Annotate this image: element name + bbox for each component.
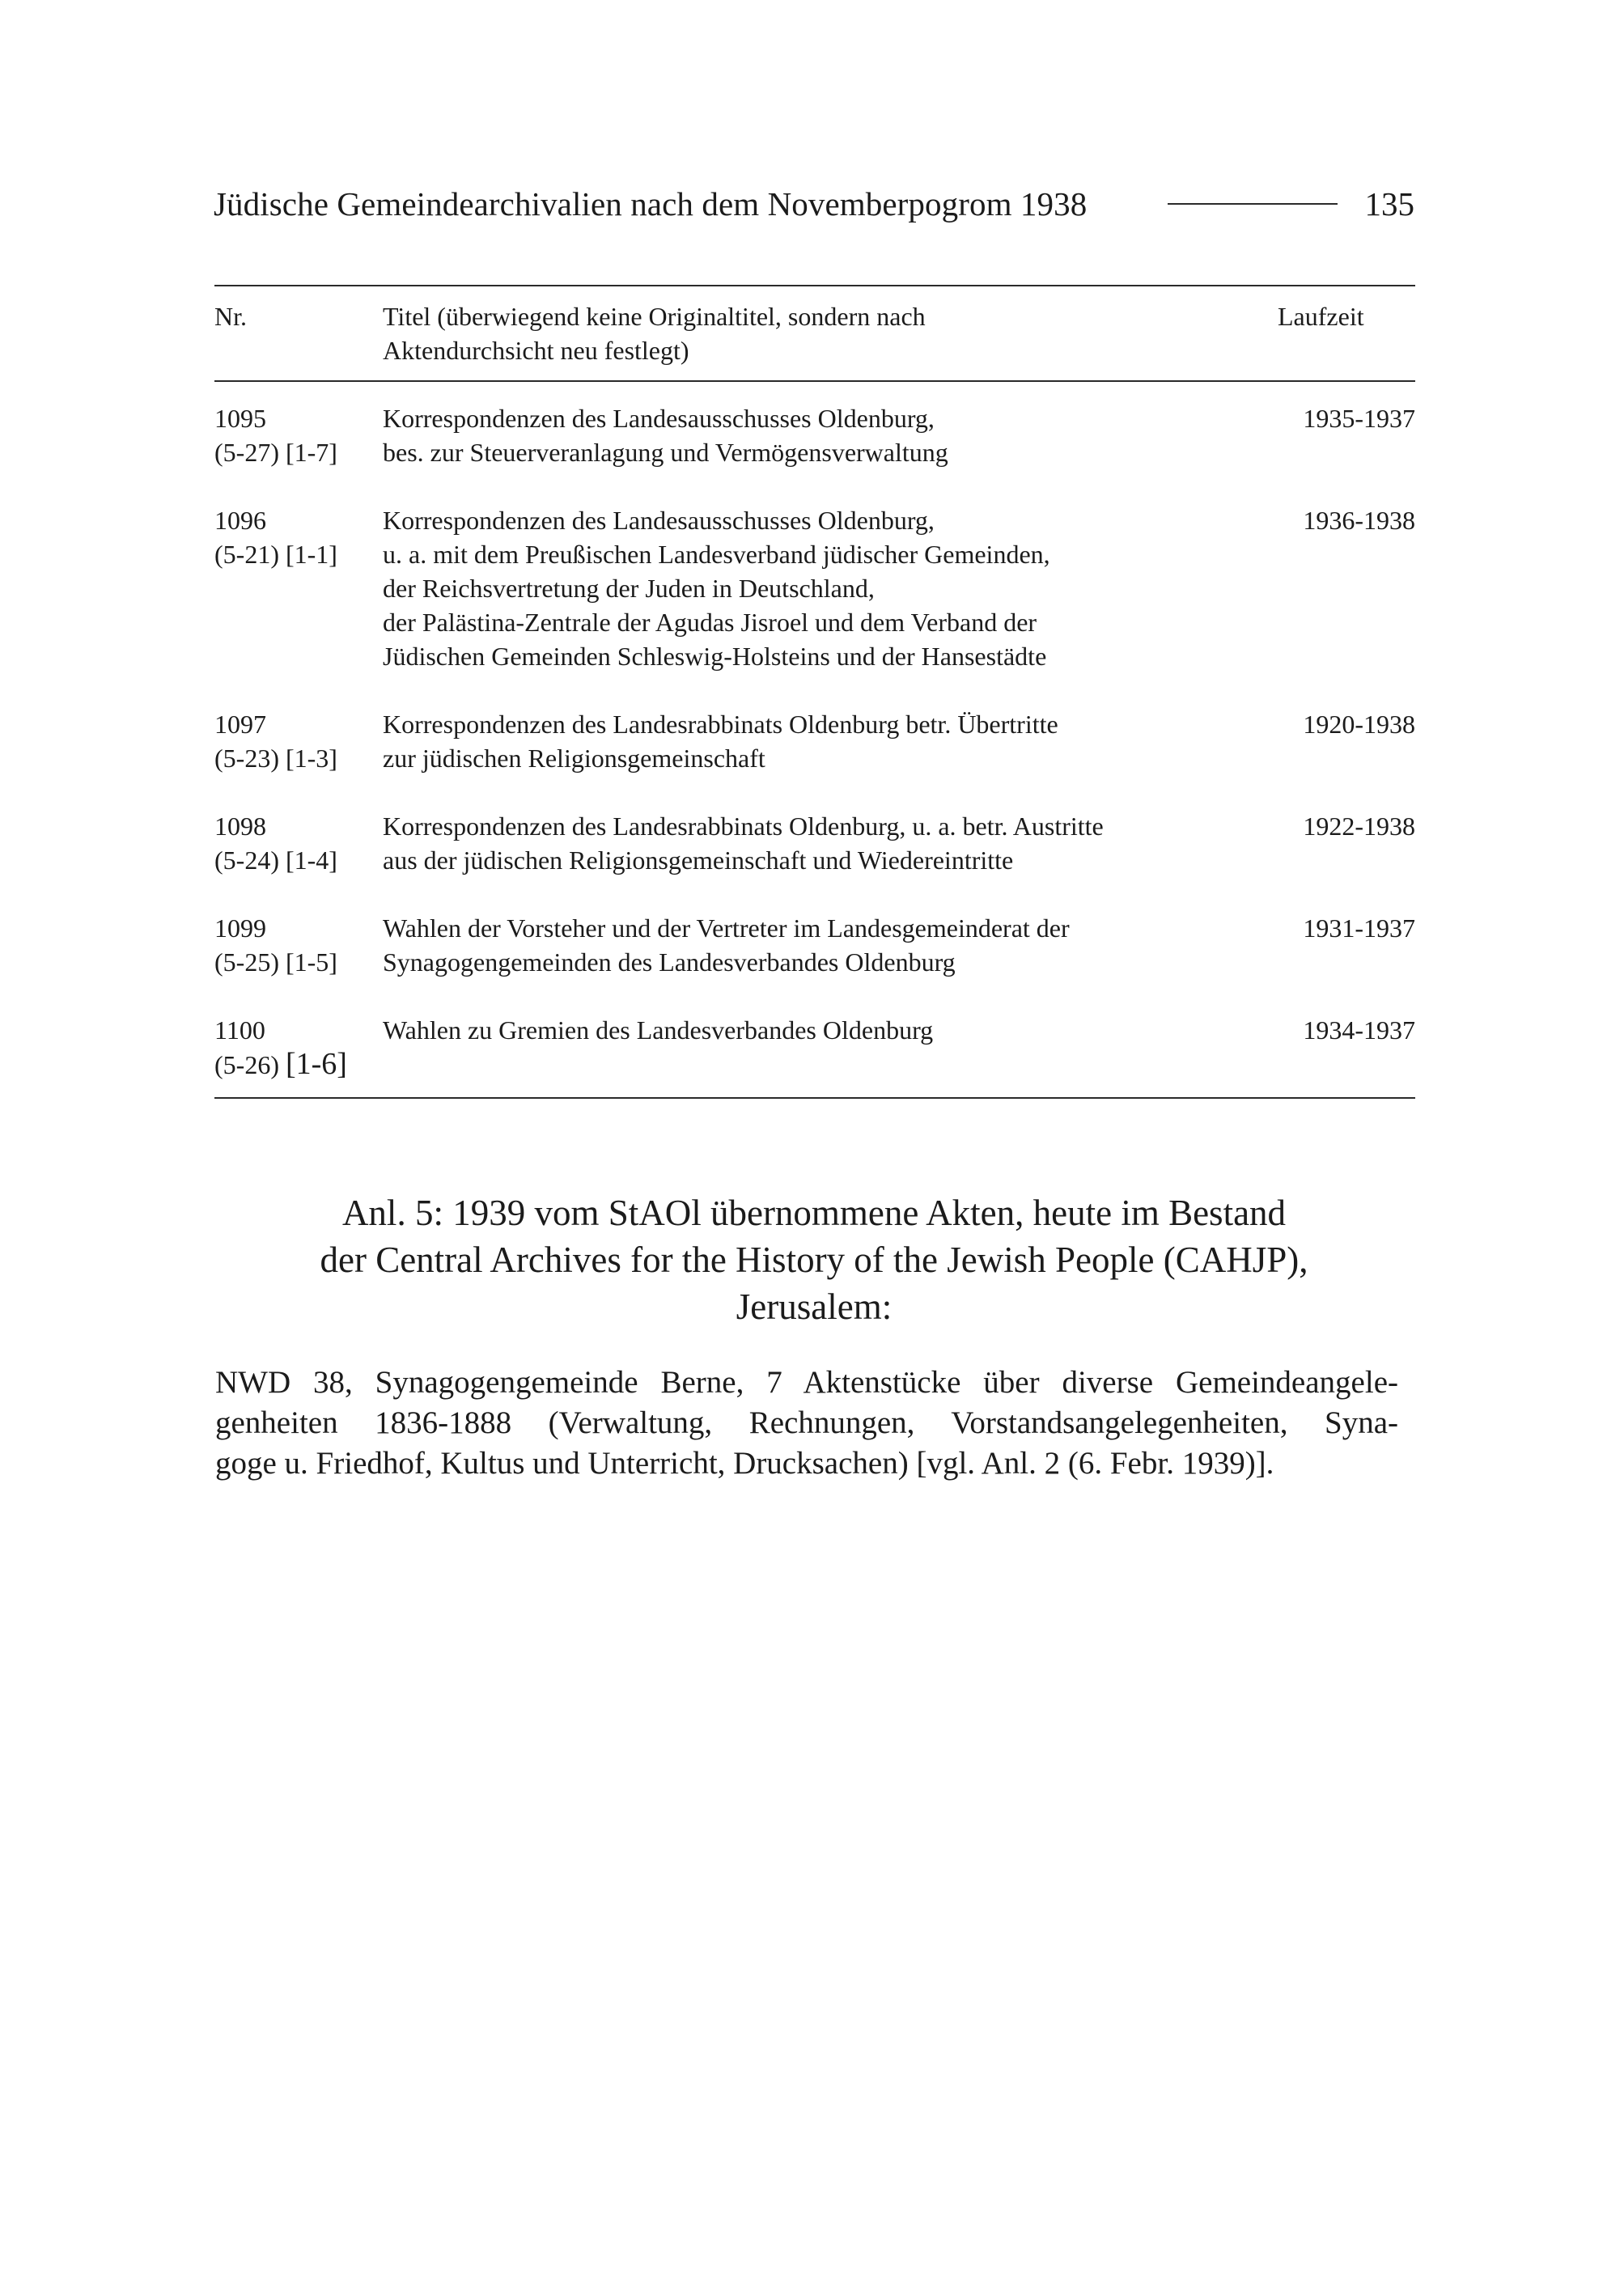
record-number-cell	[214, 911, 384, 979]
table-bottom-rule	[214, 1097, 1415, 1099]
record-title-line: Wahlen der Vorsteher und der Vertreter im Landesgemeinderat der	[383, 913, 1070, 943]
running-header	[214, 180, 1414, 228]
column-header-title-line: Aktendurchsicht neu festlegt)	[383, 336, 689, 365]
record-title-line: Synagogengemeinden des Landesverbandes Oldenburg	[383, 947, 956, 977]
paragraph-line: NWD 38, Synagogengemeinde Berne, 7 Aktenstücke über diverse Gemeindeangele-	[215, 1365, 1398, 1400]
record-title-line: der Reichsvertretung der Juden in Deutschland,	[383, 574, 875, 603]
record-number: 1097	[214, 710, 266, 739]
record-title-line: Wahlen zu Gremien des Landesverbandes Oldenburg	[383, 1015, 934, 1045]
body-paragraph	[215, 1363, 1398, 1484]
header-rule	[1168, 203, 1338, 205]
section-heading	[214, 1189, 1414, 1330]
record-number-cell	[214, 707, 384, 775]
record-title	[383, 401, 1240, 469]
record-title	[383, 503, 1240, 673]
record-number: 1095	[214, 404, 266, 433]
record-number: 1096	[214, 506, 266, 535]
table-header-rule	[214, 380, 1415, 382]
record-title	[383, 809, 1240, 877]
record-title-line: der Palästina-Zentrale der Agudas Jisroel und dem Verband der	[383, 608, 1037, 637]
running-title: Jüdische Gemeindearchivalien nach dem Novemberpogrom 1938	[214, 185, 1088, 223]
record-years: 1935-1937	[1303, 404, 1415, 433]
record-signature: (5-27) [1-7]	[214, 438, 337, 467]
table-top-rule	[214, 285, 1415, 286]
record-signature: (5-21) [1-1]	[214, 540, 337, 569]
record-title-line: Korrespondenzen des Landesrabbinats Oldenburg, u. a. betr. Austritte	[383, 812, 1104, 841]
page-number: 135	[1364, 185, 1414, 223]
record-title	[383, 1013, 1240, 1047]
record-signature: (5-24) [1-4]	[214, 846, 337, 875]
record-title	[383, 911, 1240, 979]
record-signature: (5-25) [1-5]	[214, 947, 337, 977]
record-number: 1100	[214, 1015, 265, 1045]
column-header-title-line: Titel (überwiegend keine Originaltitel, sondern nach	[383, 302, 926, 331]
section-heading-line: Anl. 5: 1939 vom StAOl übernommene Akten, heute im Bestand	[341, 1193, 1287, 1233]
record-signature	[214, 1047, 384, 1082]
record-years: 1931-1937	[1303, 913, 1415, 943]
record-title-line: zur jüdischen Religionsgemeinschaft	[383, 744, 765, 773]
record-number: 1099	[214, 913, 266, 943]
section-heading-line: der Central Archives for the History of the Jewish People (CAHJP),	[320, 1240, 1308, 1280]
record-signature-prefix: (5-26)	[214, 1050, 279, 1079]
record-number-cell	[214, 809, 384, 877]
record-number-cell	[214, 503, 384, 571]
record-title-line: bes. zur Steuerveranlagung und Vermögensverwaltung	[383, 438, 948, 467]
record-signature-suffix: [1-6]	[285, 1047, 347, 1081]
column-header-nr: Nr.	[214, 302, 247, 331]
record-title-line: Korrespondenzen des Landesrabbinats Oldenburg betr. Übertritte	[383, 710, 1058, 739]
record-years: 1922-1938	[1303, 812, 1415, 841]
record-number-cell	[214, 1013, 384, 1082]
record-signature: (5-23) [1-3]	[214, 744, 337, 773]
record-years: 1920-1938	[1303, 710, 1415, 739]
record-number: 1098	[214, 812, 266, 841]
column-header-title	[383, 299, 1240, 367]
paragraph-line: genheiten 1836-1888 (Verwaltung, Rechnungen, Vorstandsangelegenheiten, Syna-	[215, 1405, 1398, 1440]
record-title-line: u. a. mit dem Preußischen Landesverband jüdischer Gemeinden,	[383, 540, 1050, 569]
record-title-line: Korrespondenzen des Landesausschusses Oldenburg,	[383, 404, 935, 433]
record-years: 1936-1938	[1303, 506, 1415, 535]
record-title	[383, 707, 1240, 775]
section-heading-line: Jerusalem:	[736, 1286, 893, 1327]
record-number-cell	[214, 401, 384, 469]
paragraph-line: goge u. Friedhof, Kultus und Unterricht, Drucksachen) [vgl. Anl. 2 (6. Febr. 1939)].	[215, 1446, 1274, 1481]
record-title-line: Jüdischen Gemeinden Schleswig-Holsteins und der Hansestädte	[383, 642, 1047, 671]
record-years: 1934-1937	[1303, 1015, 1415, 1045]
record-title-line: aus der jüdischen Religionsgemeinschaft und Wiedereintritte	[383, 846, 1014, 875]
column-header-years: Laufzeit	[1278, 302, 1364, 331]
record-title-line: Korrespondenzen des Landesausschusses Oldenburg,	[383, 506, 935, 535]
